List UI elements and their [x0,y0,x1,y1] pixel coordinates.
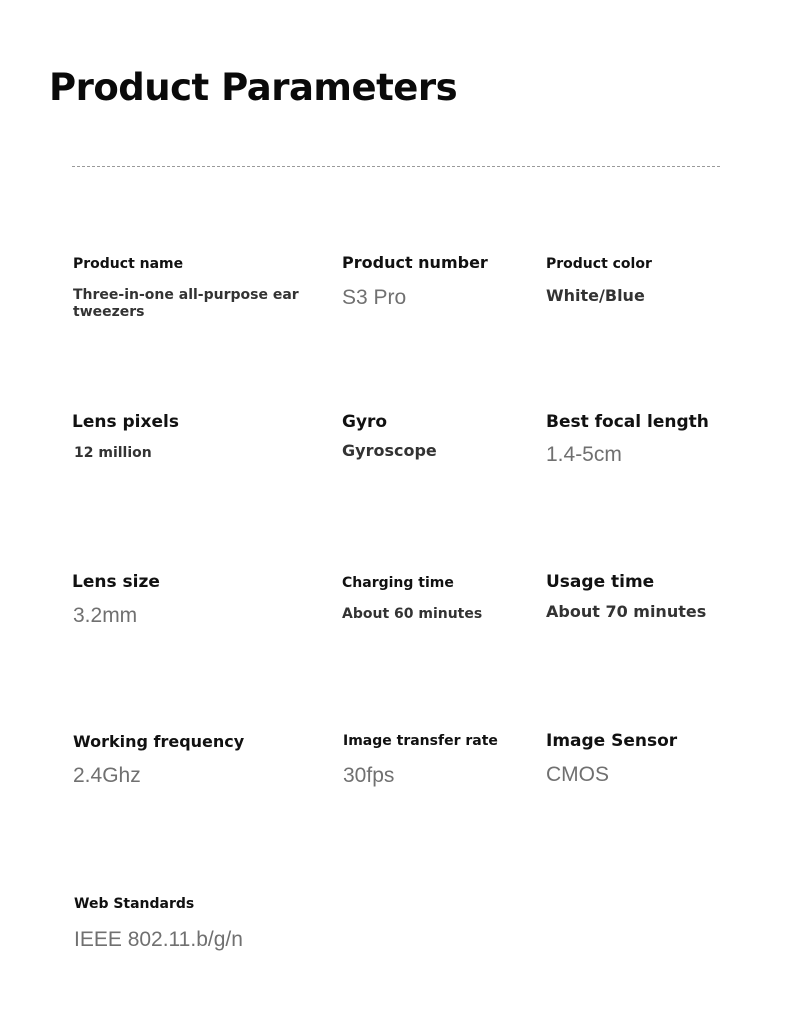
param-label: Lens size [72,572,160,592]
param-lens-pixels [72,412,179,463]
param-value: Gyroscope [342,441,437,461]
param-charging-time [342,575,482,623]
param-value: About 60 minutes [342,605,483,622]
param-product-number [342,253,488,310]
param-product-name [73,256,313,322]
param-value: CMOS [546,763,609,787]
param-label: Lens pixels [72,412,179,432]
param-value: 2.4Ghz [73,764,141,788]
param-label: Product number [342,253,488,272]
param-best-focal-length [546,412,709,468]
param-image-sensor [546,731,677,788]
param-value: 12 million [74,445,152,462]
dashed-divider [72,166,720,167]
param-value: 3.2mm [73,604,138,628]
param-label: Working frequency [73,732,245,751]
param-gyro [342,412,437,461]
param-working-frequency [73,732,244,788]
param-value: About 70 minutes [546,602,707,622]
param-label: Image Sensor [546,731,678,751]
param-usage-time [546,572,706,622]
param-value: IEEE 802.11.b/g/n [74,927,243,951]
param-lens-size [72,572,160,629]
param-label: Image transfer rate [343,733,498,749]
param-value: Three-in-one all-purpose ear tweezers [73,286,299,321]
param-label: Product color [546,256,652,272]
param-label: Web Standards [74,896,195,912]
page-title: Product Parameters [49,66,458,109]
param-value: White/Blue [546,285,645,305]
param-label: Charging time [342,575,454,591]
param-image-transfer-rate [343,733,498,788]
param-label: Product name [73,256,184,272]
param-value: S3 Pro [342,286,407,310]
param-value: 30fps [343,763,395,787]
param-label: Best focal length [546,412,709,432]
param-product-color [546,256,652,306]
param-value: 1.4-5cm [546,443,622,467]
param-web-standards [74,896,243,952]
param-label: Usage time [546,572,655,592]
param-label: Gyro [342,412,388,432]
